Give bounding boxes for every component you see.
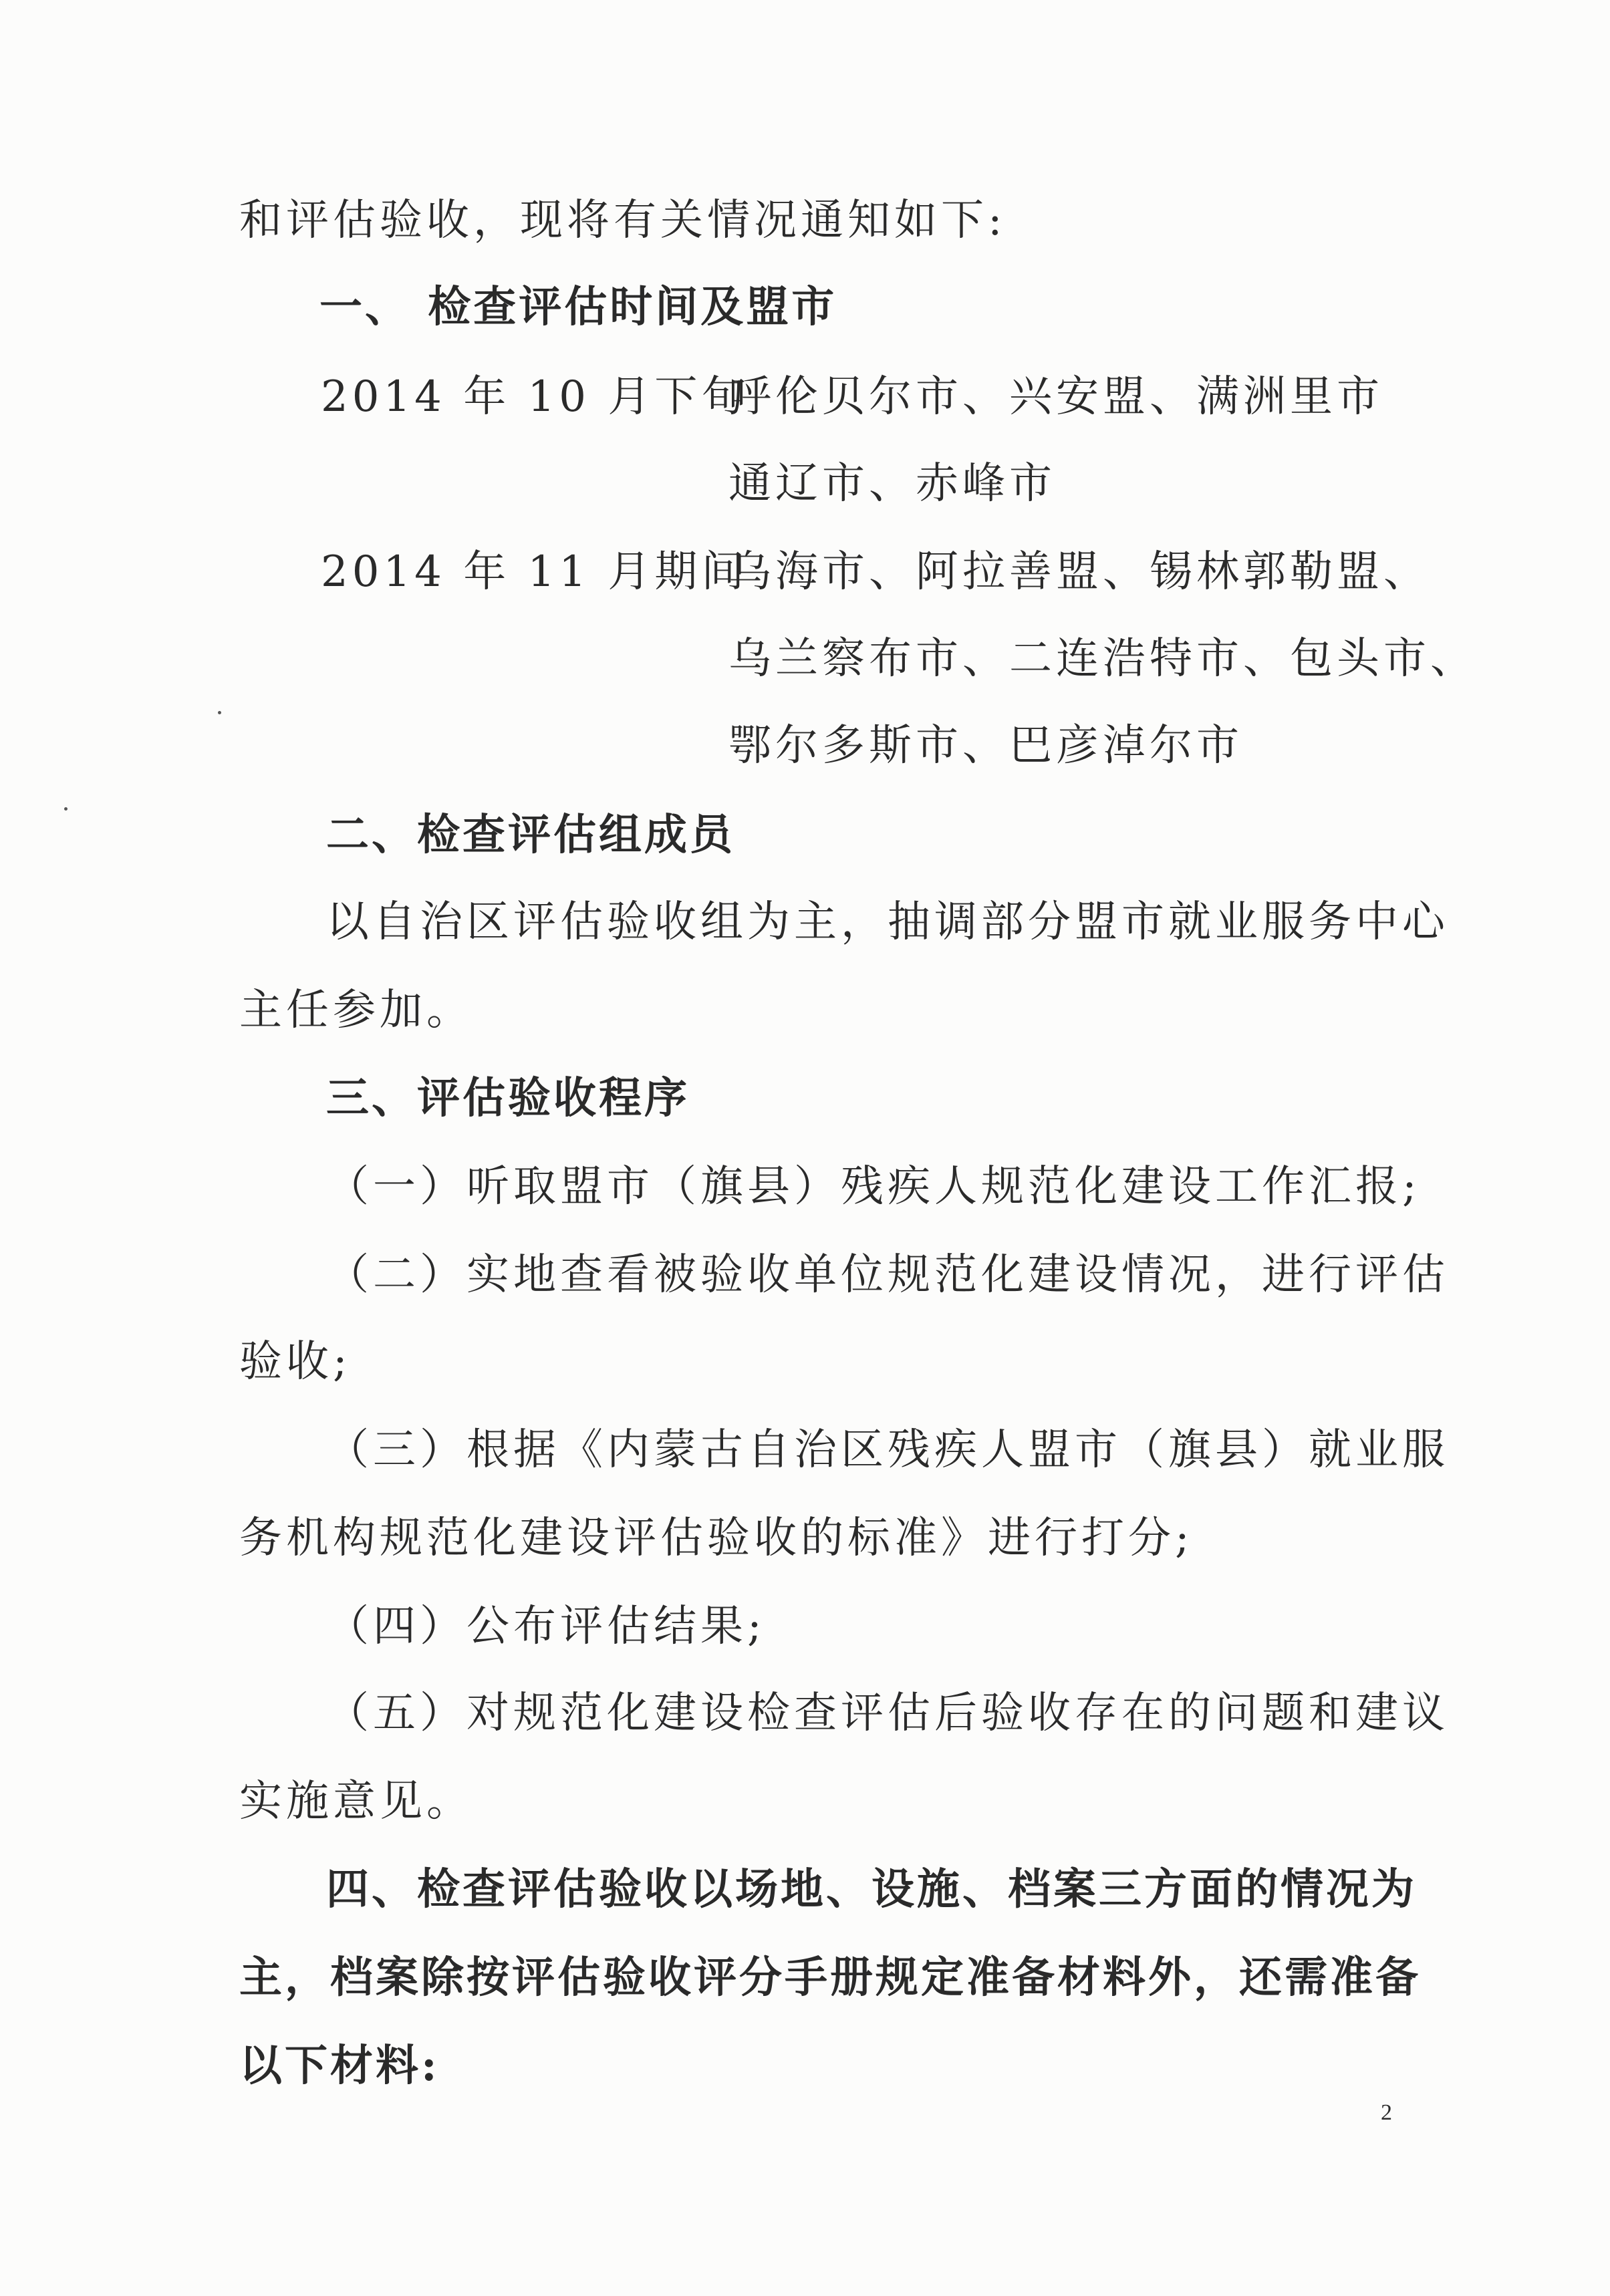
schedule-cities-2-line-1: 乌海市、阿拉善盟、锡林郭勒盟、 [728,547,1430,597]
section-1-heading: 一、 检查评估时间及盟市 [319,282,837,332]
schedule-period-1: 2014 年 10 月下旬 [321,372,749,422]
procedure-item-5-line-1: （五）对规范化建设检查评估后验收存在的问题和建议 [326,1689,1449,1738]
scan-speck [64,807,68,811]
schedule-period-2: 2014 年 11 月期间 [321,547,749,597]
schedule-cities-1-line-2: 通辽市、赤峰市 [728,459,1056,509]
section-2-text-line-2: 主任参加。 [239,986,473,1035]
section-2-text-line-1: 以自治区评估验收组为主，抽调部分盟市就业服务中心 [326,897,1449,947]
schedule-cities-2-line-3: 鄂尔多斯市、巴彦淖尔市 [728,721,1243,770]
procedure-item-1: （一）听取盟市（旗县）残疾人规范化建设工作汇报; [326,1162,1421,1211]
procedure-item-3-line-2: 务机构规范化建设评估验收的标准》进行打分; [239,1514,1194,1563]
schedule-cities-1-line-1: 呼伦贝尔市、兴安盟、满洲里市 [728,372,1383,422]
procedure-item-4: （四）公布评估结果; [326,1602,766,1651]
intro-line: 和评估验收，现将有关情况通知如下: [239,196,1007,245]
section-4-line-2: 主，档案除按评估验收评分手册规定准备材料外，还需准备 [239,1953,1421,2003]
procedure-item-2-line-1: （二）实地查看被验收单位规范化建设情况，进行评估 [326,1250,1449,1300]
procedure-item-5-line-2: 实施意见。 [239,1777,473,1826]
schedule-cities-2-line-2: 乌兰察布市、二连浩特市、包头市、 [728,634,1477,684]
scan-speck [218,711,221,714]
procedure-item-3-line-1: （三）根据《内蒙古自治区残疾人盟市（旗县）就业服 [326,1425,1449,1475]
procedure-item-2-line-2: 验收; [239,1337,352,1387]
section-4-line-1: 四、检查评估验收以场地、设施、档案三方面的情况为 [326,1864,1417,1914]
section-3-heading: 三、评估验收程序 [326,1073,690,1123]
page-number: 2 [1381,2100,1392,2125]
section-2-heading: 二、检查评估组成员 [326,810,735,860]
section-4-line-3: 以下材料: [239,2041,440,2091]
